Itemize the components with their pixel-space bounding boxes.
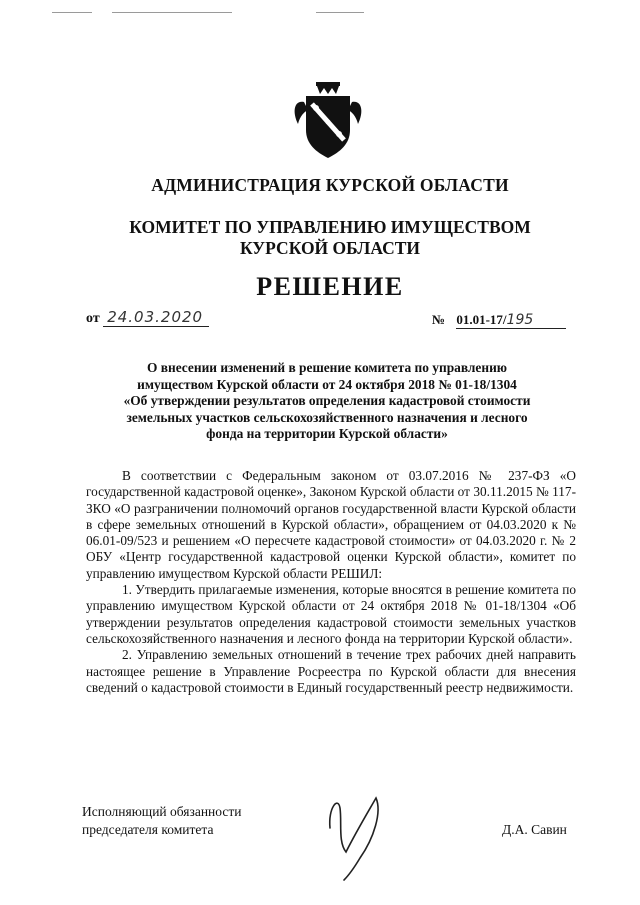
number-printed: 01.01-17/	[456, 312, 507, 327]
kursk-coat-of-arms-icon	[290, 80, 366, 160]
decision-number	[432, 312, 566, 329]
committee-title-line: КОМИТЕТ ПО УПРАВЛЕНИЮ ИМУЩЕСТВОМ	[129, 217, 531, 237]
number-value	[456, 312, 566, 329]
subject-line: фонда на территории Курской области»	[206, 426, 448, 441]
scan-artifact	[316, 12, 364, 13]
scan-artifact	[112, 12, 232, 13]
handwritten-number: 195	[506, 312, 534, 328]
body-paragraph: В соответствии с Федеральным законом от 03.07.2016 № 237-ФЗ «О государственной кадастровой оценке», Законом Курской области от 30.11.2015 № 117-ЗКО «О разграничении полномочий органов государственной власти Курской области в сфере земельных отношений в Курской области», обращением от 04.03.2020 к № 06.01-09/523 и решением «О пересчете кадастровой стоимости» от 04.03.2020 г. № 2 ОБУ «Центр государственной кадастровой оценки Курской области», комитет по управлению имуществом Курской области РЕШИЛ:	[86, 468, 576, 581]
document-type: РЕШЕНИЕ	[256, 272, 404, 301]
organization-title: АДМИНИСТРАЦИЯ КУРСКОЙ ОБЛАСТИ	[151, 175, 509, 195]
subject-line: земельных участков сельскохозяйственного назначения и лесного	[126, 409, 528, 425]
body-paragraph: 2. Управлению земельных отношений в течение трех рабочих дней направить настоящее решение в Управление Росреестра по Курской области для внесения сведений о кадастровой стоимости в Единый государственный реестр недвижимости.	[86, 647, 576, 695]
subject-line: О внесении изменений в решение комитета по управлению	[146, 360, 508, 375]
decision-date	[86, 308, 209, 327]
position-line: председателя комитета	[82, 822, 214, 837]
date-prefix: от	[86, 311, 100, 326]
decision-body	[86, 468, 576, 696]
committee-title	[60, 217, 600, 259]
decision-subject	[78, 360, 576, 443]
handwritten-date: 24.03.2020	[103, 308, 209, 327]
handwritten-signature	[316, 782, 396, 882]
subject-line: имуществом Курской области от 24 октября 2018 № 01-18/1304	[137, 376, 517, 392]
signatory-name: Д.А. Савин	[502, 822, 567, 837]
signatory-position	[82, 803, 241, 839]
number-prefix: №	[432, 312, 446, 327]
position-line: Исполняющий обязанности	[82, 804, 242, 819]
scan-artifact	[52, 12, 92, 13]
committee-title-line: КУРСКОЙ ОБЛАСТИ	[239, 238, 421, 258]
body-paragraph: 1. Утвердить прилагаемые изменения, которые вносятся в решение комитета по управлению имуществом Курской области от 24 октября 2018 № 01-18/1304 «Об утверждении результатов определения кадастровой стоимости земельных участков сельскохозяйственного назначения и лесного фонда на территории Курской области».	[86, 582, 576, 646]
subject-line: «Об утверждении результатов определения кадастровой стоимости	[123, 393, 531, 408]
